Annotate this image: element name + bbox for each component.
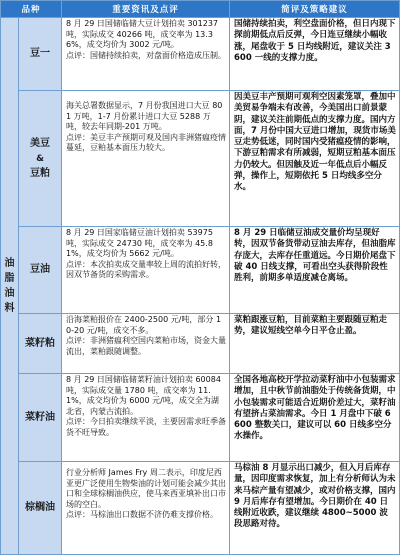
table-row bbox=[1, 18, 400, 91]
variety-name: 豆一 bbox=[19, 18, 62, 91]
variety-name-top: 美豆 bbox=[30, 137, 50, 149]
news-comment: 点评：非洲猪瘟利空国内菜粕市场，资金大量流出，菜粕跟随调整。 bbox=[66, 336, 227, 356]
section-label bbox=[1, 18, 19, 555]
news-cell bbox=[62, 462, 230, 555]
news-comment: 点评：国储持续拍卖，对盘面价格造成压制。 bbox=[66, 50, 227, 60]
strategy-cell: 马棕油 8 月显示出口减少，但入月后库存量，因印度需求恢复，加上有分析师认为未来马棕产量有望减少，或对价格支撑，国内 9 月后库存有望增加。今日期价在 40 日线附近收跌，建议继续 4800~5000 波段思路对待。 bbox=[230, 462, 400, 555]
header-strategy: 简评及策略建议 bbox=[230, 1, 400, 18]
news-paragraph: 海关总署数据显示，7 月份我国进口大豆 801 万吨，1-7 月份累计进口大豆 5288 万吨，较去年同期-201 万吨。 bbox=[66, 101, 223, 132]
news-comment: 点评：本次拍卖成交量率较上周的流拍好转，因双节备货的采购需求。 bbox=[66, 259, 227, 280]
strategy-cell: 8 月 29 日临储豆油成交量价均呈现好转，因双节备货带动豆油去库存，但油脂库存庞大，去库存任重道远。今日期价尾盘下破 40 日线支撑，可看出空头获得阶段性胜利，前期多单适度减仓离场。 bbox=[230, 227, 400, 314]
strategy-cell: 菜粕跟涨豆粕，目前菜粕主要跟随豆粕走势，建议短线空单今日平仓止盈。 bbox=[230, 314, 400, 374]
news-paragraph: 8 月 29 日国储临储菜籽油计划拍卖 60084 吨，实际成交量 1780 吨，成交率为 11.1%，成交均价为 6000 元/吨，成交全为湖北省，内蒙古流拍。 bbox=[66, 375, 221, 416]
section-label-text: 油脂油料 bbox=[4, 258, 15, 314]
news-cell bbox=[62, 18, 230, 91]
news-comment: 点评：马棕油出口数据不济仍难支撑价格。 bbox=[66, 510, 219, 520]
news-paragraph: 8 月 29 日国家临储豆油计划拍卖 53975 吨，实际成交 24730 吨，成交率为 45.81%，成交均价为 5662 元/吨。 bbox=[66, 228, 213, 259]
header-row bbox=[1, 1, 400, 18]
news-paragraph: 行业分析师 James Fry 周二表示，印度尼西亚更广泛使用生物柴油的计划可能会减少其出口和全球棕榈油供应，使马来西亚填补出口市场的空白。 bbox=[66, 468, 227, 509]
news-cell bbox=[62, 374, 230, 462]
news-cell bbox=[62, 314, 230, 374]
variety-name: 菜籽粕 bbox=[19, 314, 62, 374]
news-cell bbox=[62, 227, 230, 314]
news-paragraph: 8 月 29 日国储临储大豆计划拍卖 301237 吨，实际成交 40266 吨，成交率为 13.36%，成交均价为 3002 元/吨。 bbox=[66, 19, 218, 50]
strategy-cell: 全国各地高校开学拉动菜籽油中小包装需求增加，且中秋节前油脂处于传统备货期，中小包装需求可能适合近期价差过大，菜籽油有望挤占菜油需求。今日 1 月盘中下破 6600 整数关口，建议可以 60 日线多空分水操作。 bbox=[230, 374, 400, 462]
table-row bbox=[1, 91, 400, 227]
strategy-cell: 因美豆丰产预期可观利空因素笼罩，叠加中美贸易争端未有改善，今美国出口前景蒙阴，建议关注前期低点的支撑力度。国内方面，7 月份中国大豆进口增加，现货市场美豆走势低迷，同时国内受猪瘟疫情的影响，下游豆粕需求有所减弱，短期豆粕基本面压力仍较大。但因触及近一年低点后小幅反弹，操作上，短期依托 5 日均线多空分水。 bbox=[230, 91, 400, 227]
news-comment: 点评：今日拍卖继续平淡，主要因需求旺季备货不旺导致。 bbox=[66, 417, 227, 437]
news-paragraph: 沿海菜粕报价在 2400-2500 元/吨，部分 10-20 元/吨，成交不多。 bbox=[66, 315, 222, 335]
variety-name bbox=[19, 91, 62, 227]
news-cell bbox=[62, 91, 230, 227]
variety-name: 棕榈油 bbox=[19, 462, 62, 555]
table-row bbox=[1, 314, 400, 374]
strategy-cell: 国储持续拍卖，利空盘面价格，但日内现下探前期低点后反弹，今日连豆继续小幅收涨，尾盘收于 5 日均线附近，建议关注 3600 一线的支撑力度。 bbox=[230, 18, 400, 91]
header-variety: 品种 bbox=[1, 1, 62, 18]
variety-name: 菜籽油 bbox=[19, 374, 62, 462]
header-news: 重要资讯及点评 bbox=[62, 1, 230, 18]
table-row bbox=[1, 227, 400, 314]
table-row bbox=[1, 374, 400, 462]
variety-name: 豆油 bbox=[19, 227, 62, 314]
table-row bbox=[1, 462, 400, 555]
variety-name-bottom: 豆粕 bbox=[30, 167, 50, 179]
variety-name-amp: & bbox=[36, 153, 44, 164]
news-comment: 点评：美豆丰产预期可观及国内非洲猪瘟疫情蔓延，豆粕基本面压力较大。 bbox=[66, 132, 227, 153]
